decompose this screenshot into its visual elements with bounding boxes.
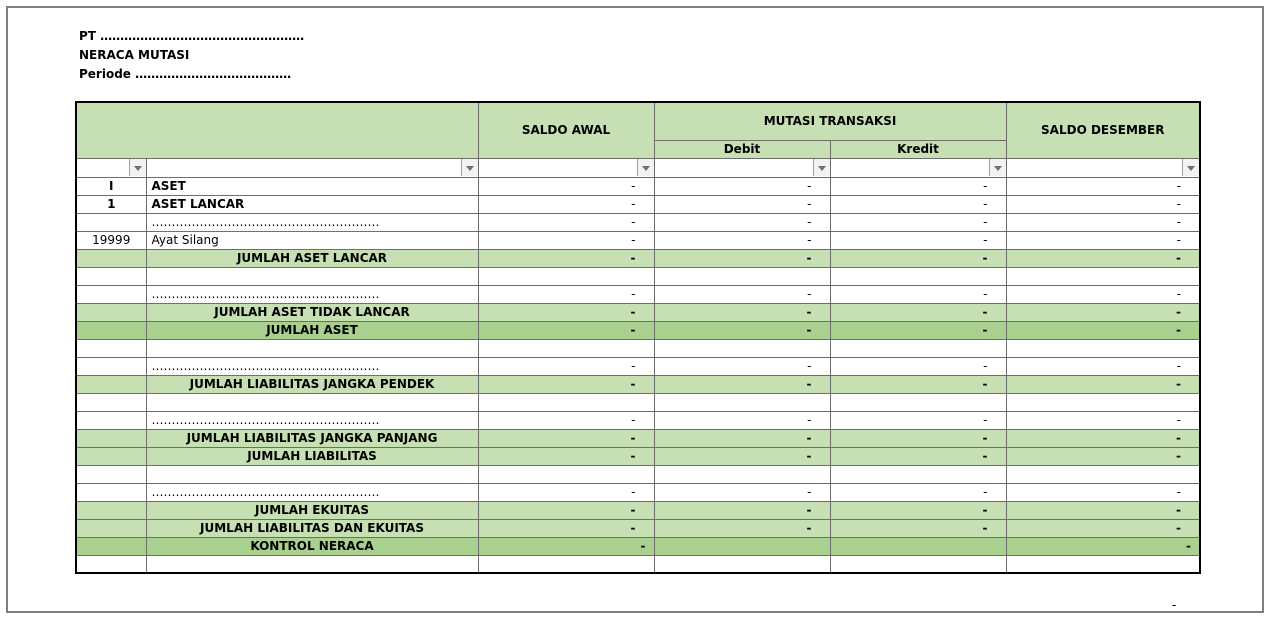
value-cell[interactable]: - bbox=[478, 285, 654, 303]
value-cell[interactable] bbox=[830, 465, 1006, 483]
value-cell[interactable]: - bbox=[478, 195, 654, 213]
subtotal-row bbox=[76, 303, 1200, 321]
account-code[interactable]: 1 bbox=[76, 195, 146, 213]
value-cell[interactable] bbox=[654, 393, 830, 411]
balance-table bbox=[75, 101, 1201, 574]
value-cell[interactable] bbox=[478, 465, 654, 483]
value-cell[interactable]: - bbox=[654, 177, 830, 195]
value-cell[interactable]: - bbox=[478, 411, 654, 429]
value-cell[interactable] bbox=[654, 339, 830, 357]
account-code[interactable] bbox=[76, 303, 146, 321]
filter-kredit[interactable] bbox=[830, 158, 1006, 177]
value-cell[interactable]: - bbox=[830, 429, 1006, 447]
filter-saldo-awal[interactable] bbox=[478, 158, 654, 177]
value-cell[interactable]: - bbox=[830, 483, 1006, 501]
value-cell[interactable]: - bbox=[1006, 429, 1200, 447]
account-code[interactable] bbox=[76, 267, 146, 285]
value-cell[interactable]: - bbox=[654, 447, 830, 465]
account-code[interactable] bbox=[76, 429, 146, 447]
value-cell[interactable]: - bbox=[478, 231, 654, 249]
report-title: NERACA MUTASI bbox=[79, 48, 190, 62]
filter-code[interactable] bbox=[76, 158, 146, 177]
account-name[interactable] bbox=[146, 465, 478, 483]
account-name[interactable]: ………………………………………………… bbox=[146, 285, 478, 303]
account-code[interactable] bbox=[76, 447, 146, 465]
table-row bbox=[76, 177, 1200, 195]
table-row bbox=[76, 267, 1200, 285]
value-cell[interactable]: - bbox=[654, 429, 830, 447]
value-cell[interactable]: - bbox=[830, 177, 1006, 195]
value-cell[interactable]: - bbox=[478, 303, 654, 321]
value-cell[interactable]: - bbox=[478, 483, 654, 501]
value-cell[interactable]: - bbox=[830, 357, 1006, 375]
value-cell[interactable]: - bbox=[830, 303, 1006, 321]
subtotal-row bbox=[76, 429, 1200, 447]
value-cell[interactable]: - bbox=[830, 321, 1006, 339]
col-saldo-desember: SALDO DESEMBER bbox=[1006, 102, 1200, 158]
value-cell[interactable]: - bbox=[1006, 321, 1200, 339]
account-name[interactable] bbox=[146, 393, 478, 411]
company-line: PT …………………………………………… bbox=[79, 29, 305, 43]
value-cell[interactable] bbox=[830, 393, 1006, 411]
account-name[interactable] bbox=[146, 267, 478, 285]
account-name[interactable]: ………………………………………………… bbox=[146, 357, 478, 375]
filter-dropdown-icon[interactable] bbox=[989, 159, 1006, 176]
account-name[interactable]: JUMLAH LIABILITAS JANGKA PENDEK bbox=[146, 375, 478, 393]
account-name[interactable]: ………………………………………………… bbox=[146, 213, 478, 231]
value-cell[interactable] bbox=[830, 555, 1006, 573]
account-name[interactable] bbox=[146, 339, 478, 357]
value-cell[interactable]: - bbox=[654, 285, 830, 303]
value-cell[interactable]: - bbox=[654, 483, 830, 501]
account-name[interactable]: JUMLAH EKUITAS bbox=[146, 501, 478, 519]
value-cell[interactable]: - bbox=[478, 429, 654, 447]
col-kredit: Kredit bbox=[830, 140, 1006, 158]
value-cell[interactable] bbox=[478, 267, 654, 285]
account-code[interactable] bbox=[76, 339, 146, 357]
account-code[interactable] bbox=[76, 411, 146, 429]
value-cell[interactable] bbox=[654, 537, 830, 555]
value-cell[interactable]: - bbox=[478, 177, 654, 195]
value-cell[interactable] bbox=[478, 339, 654, 357]
account-name[interactable] bbox=[146, 555, 478, 573]
value-cell[interactable] bbox=[1006, 267, 1200, 285]
account-name[interactable]: ………………………………………………… bbox=[146, 483, 478, 501]
value-cell[interactable] bbox=[1006, 555, 1200, 573]
value-cell[interactable]: - bbox=[1006, 231, 1200, 249]
filter-dropdown-icon[interactable] bbox=[1182, 159, 1199, 176]
value-cell[interactable]: - bbox=[654, 249, 830, 267]
account-code[interactable] bbox=[76, 213, 146, 231]
account-code[interactable] bbox=[76, 393, 146, 411]
table-row bbox=[76, 411, 1200, 429]
value-cell[interactable] bbox=[654, 555, 830, 573]
table-row bbox=[76, 231, 1200, 249]
value-cell[interactable]: - bbox=[1006, 519, 1200, 537]
value-cell[interactable]: - bbox=[654, 357, 830, 375]
table-row bbox=[76, 339, 1200, 357]
subtotal-row bbox=[76, 249, 1200, 267]
value-cell[interactable] bbox=[478, 393, 654, 411]
value-cell[interactable]: - bbox=[654, 303, 830, 321]
subtotal-row bbox=[76, 519, 1200, 537]
account-code[interactable] bbox=[76, 321, 146, 339]
value-cell[interactable]: - bbox=[654, 231, 830, 249]
account-name[interactable]: JUMLAH ASET TIDAK LANCAR bbox=[146, 303, 478, 321]
value-cell[interactable]: - bbox=[1006, 177, 1200, 195]
value-cell[interactable]: - bbox=[1006, 195, 1200, 213]
value-cell[interactable]: - bbox=[654, 519, 830, 537]
subtotal-row bbox=[76, 501, 1200, 519]
account-name[interactable]: JUMLAH LIABILITAS JANGKA PANJANG bbox=[146, 429, 478, 447]
value-cell[interactable]: - bbox=[1006, 249, 1200, 267]
account-code[interactable] bbox=[76, 537, 146, 555]
value-cell[interactable]: - bbox=[478, 501, 654, 519]
account-code[interactable] bbox=[76, 375, 146, 393]
table-row bbox=[76, 393, 1200, 411]
table-row bbox=[76, 285, 1200, 303]
value-cell[interactable] bbox=[654, 465, 830, 483]
account-code[interactable]: I bbox=[76, 177, 146, 195]
account-name[interactable]: KONTROL NERACA bbox=[146, 537, 478, 555]
table-row bbox=[76, 195, 1200, 213]
value-cell[interactable]: - bbox=[478, 519, 654, 537]
filter-row bbox=[76, 158, 1200, 177]
table-row bbox=[76, 483, 1200, 501]
value-cell[interactable]: - bbox=[478, 537, 654, 555]
table-row bbox=[76, 357, 1200, 375]
account-code[interactable] bbox=[76, 285, 146, 303]
value-cell[interactable] bbox=[654, 267, 830, 285]
value-cell[interactable]: - bbox=[654, 375, 830, 393]
value-cell[interactable]: - bbox=[830, 195, 1006, 213]
account-code[interactable] bbox=[76, 249, 146, 267]
account-name[interactable]: ………………………………………………… bbox=[146, 411, 478, 429]
filter-dropdown-icon[interactable] bbox=[129, 159, 146, 176]
value-cell[interactable]: - bbox=[830, 231, 1006, 249]
account-code[interactable]: 19999 bbox=[76, 231, 146, 249]
value-cell[interactable]: - bbox=[478, 447, 654, 465]
value-cell[interactable]: - bbox=[830, 285, 1006, 303]
table-row bbox=[76, 213, 1200, 231]
value-cell[interactable]: - bbox=[478, 357, 654, 375]
value-cell[interactable]: - bbox=[654, 213, 830, 231]
value-cell[interactable]: - bbox=[1006, 357, 1200, 375]
col-debit: Debit bbox=[654, 140, 830, 158]
header-blank bbox=[76, 102, 478, 158]
value-cell[interactable]: - bbox=[830, 447, 1006, 465]
account-name[interactable]: ASET LANCAR bbox=[146, 195, 478, 213]
table-row bbox=[76, 465, 1200, 483]
value-cell[interactable] bbox=[1006, 465, 1200, 483]
value-cell[interactable]: - bbox=[654, 501, 830, 519]
subtotal-row bbox=[76, 375, 1200, 393]
value-cell[interactable]: - bbox=[1006, 213, 1200, 231]
account-code[interactable] bbox=[76, 483, 146, 501]
value-cell[interactable]: - bbox=[1006, 447, 1200, 465]
value-cell[interactable]: - bbox=[830, 411, 1006, 429]
filter-name[interactable] bbox=[146, 158, 478, 177]
total-row bbox=[76, 321, 1200, 339]
value-cell[interactable]: - bbox=[654, 411, 830, 429]
period-line: Periode ………………………………… bbox=[79, 67, 292, 81]
filter-dropdown-icon[interactable] bbox=[461, 159, 478, 176]
value-cell[interactable] bbox=[1006, 393, 1200, 411]
account-code[interactable] bbox=[76, 555, 146, 573]
account-name[interactable]: JUMLAH ASET bbox=[146, 321, 478, 339]
value-cell[interactable]: - bbox=[478, 249, 654, 267]
filter-debit[interactable] bbox=[654, 158, 830, 177]
account-code[interactable] bbox=[76, 465, 146, 483]
value-cell[interactable]: - bbox=[1006, 411, 1200, 429]
value-cell[interactable]: - bbox=[1006, 537, 1200, 555]
account-name[interactable]: JUMLAH LIABILITAS DAN EKUITAS bbox=[146, 519, 478, 537]
account-code[interactable] bbox=[76, 519, 146, 537]
value-cell[interactable]: - bbox=[1006, 375, 1200, 393]
col-saldo-awal: SALDO AWAL bbox=[478, 102, 654, 158]
value-cell[interactable]: - bbox=[1006, 285, 1200, 303]
value-cell[interactable]: - bbox=[478, 321, 654, 339]
account-name[interactable]: JUMLAH LIABILITAS bbox=[146, 447, 478, 465]
control-row bbox=[76, 537, 1200, 555]
account-code[interactable] bbox=[76, 501, 146, 519]
filter-dropdown-icon[interactable] bbox=[637, 159, 654, 176]
value-cell[interactable]: - bbox=[830, 501, 1006, 519]
value-cell[interactable]: - bbox=[830, 249, 1006, 267]
value-cell[interactable]: - bbox=[654, 195, 830, 213]
account-code[interactable] bbox=[76, 357, 146, 375]
value-cell[interactable]: - bbox=[478, 375, 654, 393]
value-cell[interactable]: - bbox=[478, 213, 654, 231]
value-cell[interactable] bbox=[1006, 339, 1200, 357]
value-cell[interactable] bbox=[830, 537, 1006, 555]
filter-dropdown-icon[interactable] bbox=[813, 159, 830, 176]
account-name[interactable]: Ayat Silang bbox=[146, 231, 478, 249]
filter-saldo-desember[interactable] bbox=[1006, 158, 1200, 177]
account-name[interactable]: JUMLAH ASET LANCAR bbox=[146, 249, 478, 267]
footer-value: - bbox=[1172, 598, 1177, 612]
table-row bbox=[76, 555, 1200, 573]
account-name[interactable]: ASET bbox=[146, 177, 478, 195]
value-cell[interactable] bbox=[478, 555, 654, 573]
value-cell[interactable]: - bbox=[830, 213, 1006, 231]
value-cell[interactable]: - bbox=[1006, 303, 1200, 321]
value-cell[interactable]: - bbox=[830, 375, 1006, 393]
value-cell[interactable]: - bbox=[830, 519, 1006, 537]
value-cell[interactable] bbox=[830, 267, 1006, 285]
value-cell[interactable]: - bbox=[654, 321, 830, 339]
subtotal-row bbox=[76, 447, 1200, 465]
value-cell[interactable]: - bbox=[1006, 501, 1200, 519]
value-cell[interactable]: - bbox=[1006, 483, 1200, 501]
col-mutasi: MUTASI TRANSAKSI bbox=[654, 102, 1006, 140]
value-cell[interactable] bbox=[830, 339, 1006, 357]
